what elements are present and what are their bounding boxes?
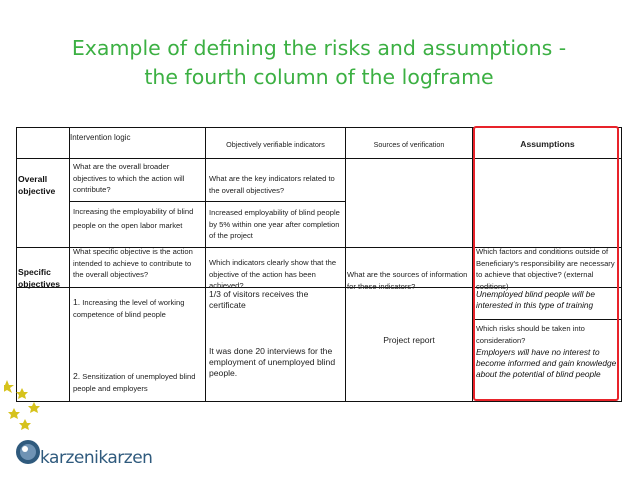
row-label-overall-objective: Overall objective — [18, 174, 56, 196]
specific-question-sources: What are the sources of information for these indicators? — [347, 270, 468, 291]
slide-title — [0, 34, 638, 92]
result-1-number: 1. — [73, 297, 81, 307]
overall-answer-logic: Increasing the employability of blind people on the open labor market — [73, 207, 194, 230]
source-answer: Project report — [383, 335, 435, 345]
overall-question-indicators: What are the key indicators related to the overall objectives? — [209, 174, 335, 195]
overall-question-logic: What are the overall broader objectives to which the action will contribute? — [73, 162, 185, 195]
title-line-1: Example of defining the risks and assumptions - — [71, 36, 567, 60]
risk-answer: Employers will have no interest to become informed and gain knowledge about the potential of blind people — [476, 347, 617, 379]
specific-question-logic: What specific objective is the action intended to achieve to contribute to the overall objectives? — [73, 247, 193, 280]
result-1-logic — [73, 297, 203, 320]
specific-question-indicators: Which indicators clearly show that the objective of the action has been achieved? — [209, 258, 337, 291]
result-1-assumption: Unemployed blind people will be interested in this type of training — [476, 289, 595, 310]
overall-answer-indicators: Increased employability of blind people by 5% within one year after completion of the project — [209, 208, 340, 241]
logo-wordmark: karzenikarzen — [40, 448, 153, 468]
result-1-text: Increasing the level of working competence of blind people — [73, 298, 185, 319]
globe-icon — [16, 440, 40, 464]
header-indicators: Objectively verifiable indicators — [226, 140, 325, 149]
stars-icon — [4, 380, 40, 430]
header-intervention-logic: Intervention logic — [70, 133, 131, 142]
result-1-indicator: 1/3 of visitors receives the certificate — [209, 289, 309, 310]
header-sources: Sources of verification — [373, 140, 445, 149]
header-assumptions: Assumptions — [520, 139, 575, 149]
result-2-text: Sensitization of unemployed blind people and employers — [73, 372, 196, 393]
result-2-number: 2. — [73, 371, 81, 381]
specific-question-assumptions: Which factors and conditions outside of Beneficiary's responsibility are necessary to achieve that objective? (external coditions) — [476, 247, 615, 291]
risk-question: Which risks should be taken into consideration? — [476, 324, 585, 345]
row-label-specific-objectives: Specific objectives — [18, 267, 61, 289]
assumptions-highlight-box — [473, 126, 619, 401]
result-2-indicator: It was done 20 interviews for the employment of unemployed blind people. — [209, 346, 336, 378]
title-line-2: the fourth column of the logframe — [144, 65, 494, 89]
